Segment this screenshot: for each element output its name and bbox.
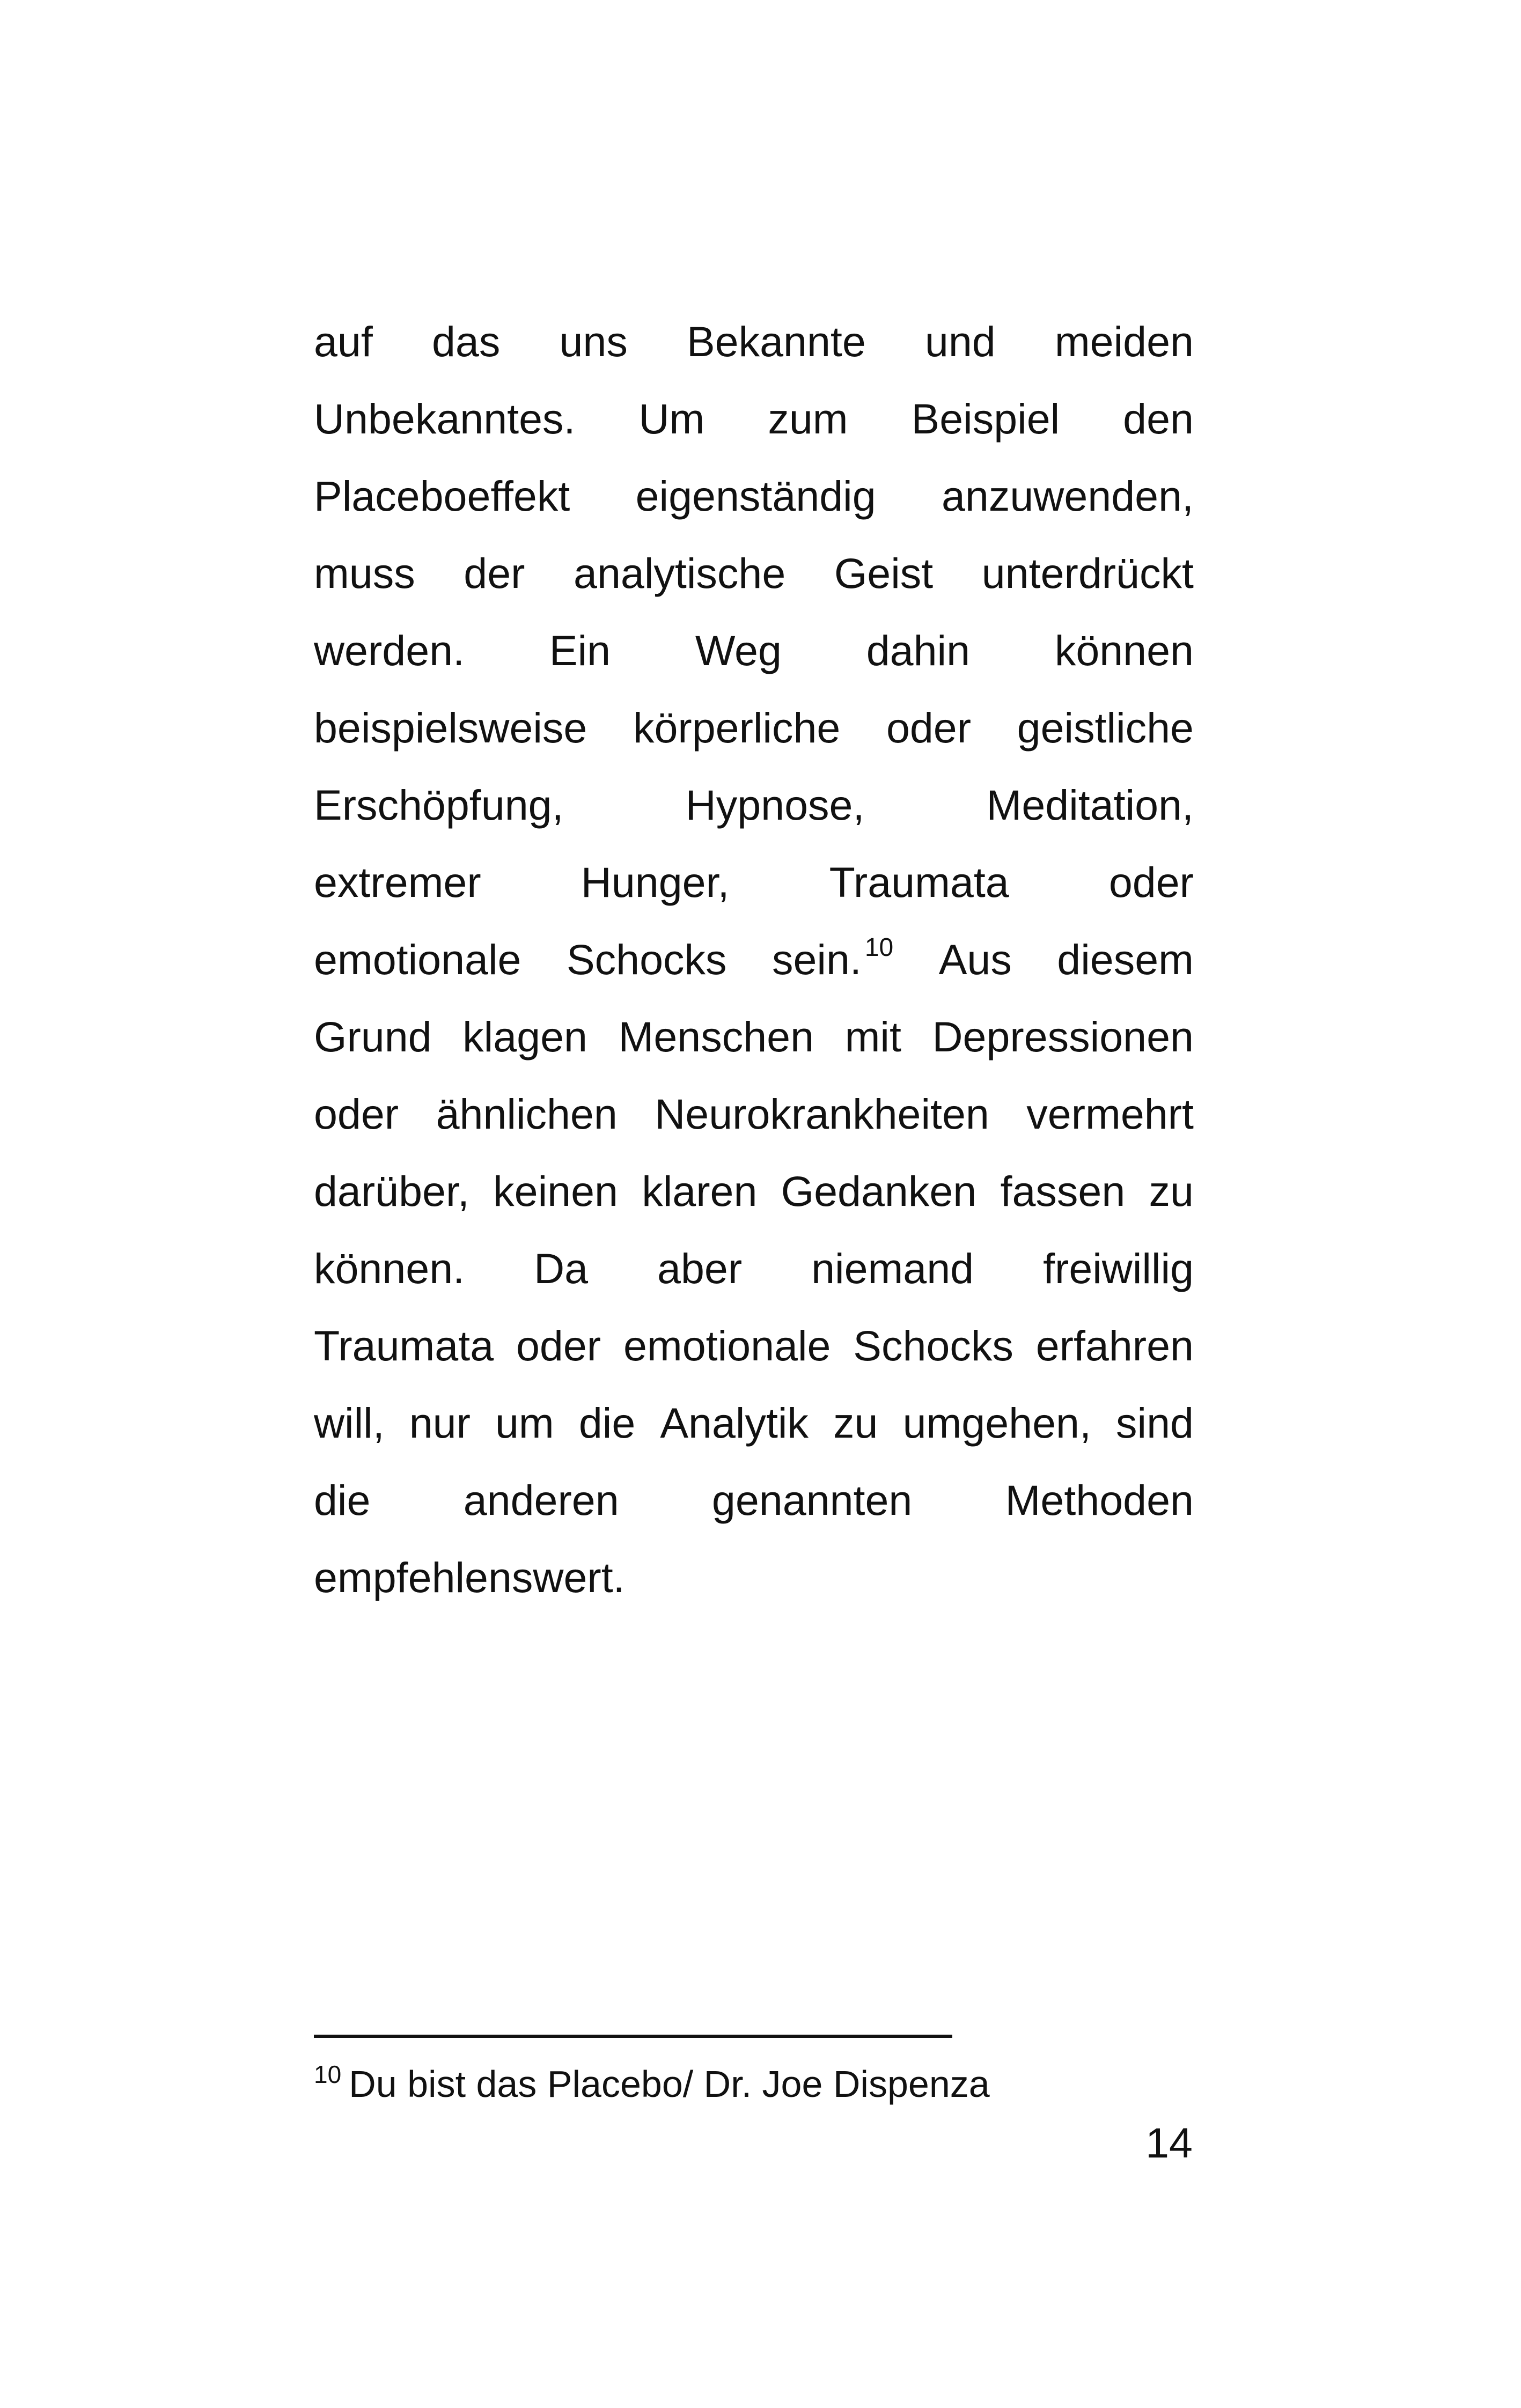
word: meiden bbox=[1054, 318, 1194, 365]
text-line-11 bbox=[314, 1076, 1194, 1153]
footnote bbox=[314, 2060, 990, 2112]
word: sind bbox=[1116, 1399, 1194, 1447]
word: mit bbox=[844, 1013, 901, 1061]
word: erfahren bbox=[1035, 1322, 1194, 1369]
page-number: 14 bbox=[1145, 2119, 1193, 2167]
word: Weg bbox=[695, 627, 782, 674]
word: Neurokrankheiten bbox=[655, 1090, 989, 1138]
footnote-text: Du bist das Placebo/ Dr. Joe Dispenza bbox=[349, 2063, 990, 2105]
word: Methoden bbox=[1005, 1476, 1194, 1524]
word: Aus bbox=[938, 936, 1012, 983]
word: Schocks bbox=[566, 936, 727, 983]
word: klaren bbox=[642, 1167, 758, 1215]
word: vermehrt bbox=[1026, 1090, 1194, 1138]
word: beispielsweise bbox=[314, 704, 587, 752]
word: nur bbox=[409, 1399, 471, 1447]
text-line-3 bbox=[314, 458, 1194, 535]
text-line-8 bbox=[314, 844, 1194, 921]
text-line-2 bbox=[314, 380, 1194, 458]
footnote-divider bbox=[314, 2035, 952, 2038]
text-line-5 bbox=[314, 612, 1194, 689]
word: dahin bbox=[866, 627, 970, 674]
word: freiwillig bbox=[1043, 1244, 1194, 1292]
word: Traumata bbox=[829, 858, 1009, 906]
word: können. bbox=[314, 1244, 465, 1292]
word: Beispiel bbox=[911, 395, 1060, 443]
word: Da bbox=[534, 1244, 589, 1292]
word: niemand bbox=[811, 1244, 974, 1292]
word: anderen bbox=[463, 1476, 619, 1524]
word: körperliche bbox=[633, 704, 841, 752]
word: Analytik bbox=[660, 1399, 809, 1447]
word: auf bbox=[314, 318, 373, 365]
word: oder bbox=[1108, 858, 1194, 906]
word: ähnlichen bbox=[436, 1090, 618, 1138]
word: extremer bbox=[314, 858, 481, 906]
word: oder bbox=[886, 704, 972, 752]
word: das bbox=[431, 318, 501, 365]
text-line-7 bbox=[314, 767, 1194, 844]
word: Geist bbox=[834, 549, 934, 597]
word: Grund bbox=[314, 1013, 432, 1061]
word: klagen bbox=[462, 1013, 587, 1061]
text-line-13 bbox=[314, 1230, 1194, 1307]
text-line-15 bbox=[314, 1385, 1194, 1462]
word: aber bbox=[657, 1244, 743, 1292]
footnote-reference: 10 bbox=[864, 933, 894, 962]
word: analytische bbox=[574, 549, 786, 597]
word: sein. bbox=[771, 936, 862, 983]
word: können bbox=[1054, 627, 1194, 674]
word: oder bbox=[314, 1090, 399, 1138]
word: zu bbox=[833, 1399, 878, 1447]
word: Traumata bbox=[314, 1322, 494, 1369]
word: Meditation, bbox=[986, 781, 1194, 829]
text-line-6 bbox=[314, 689, 1194, 767]
text-line-10 bbox=[314, 998, 1194, 1076]
word: Placeboeffekt bbox=[314, 472, 570, 520]
word: diesem bbox=[1057, 936, 1194, 983]
word: geistliche bbox=[1017, 704, 1194, 752]
word: die bbox=[314, 1476, 371, 1524]
word: und bbox=[924, 318, 996, 365]
word: die bbox=[578, 1399, 636, 1447]
word: darüber, bbox=[314, 1167, 469, 1215]
word: Schocks bbox=[853, 1322, 1013, 1369]
word: Bekannte bbox=[686, 318, 866, 365]
text-line-12 bbox=[314, 1153, 1194, 1230]
word: muss bbox=[314, 549, 415, 597]
footnote-number: 10 bbox=[314, 2060, 342, 2088]
word: fassen bbox=[1000, 1167, 1126, 1215]
word: Depressionen bbox=[932, 1013, 1194, 1061]
word: der bbox=[464, 549, 525, 597]
word: will, bbox=[314, 1399, 385, 1447]
word: eigenständig bbox=[635, 472, 876, 520]
word: umgehen, bbox=[902, 1399, 1091, 1447]
word: Ein bbox=[549, 627, 611, 674]
word: emotionale bbox=[314, 936, 521, 983]
word-with-footnote bbox=[772, 921, 893, 998]
main-paragraph bbox=[314, 303, 1194, 1616]
word: werden. bbox=[314, 627, 465, 674]
word: empfehlenswert. bbox=[314, 1553, 625, 1601]
word: Erschöpfung, bbox=[314, 781, 564, 829]
word: Unbekanntes. bbox=[314, 395, 576, 443]
text-line-4 bbox=[314, 535, 1194, 612]
word: Hypnose, bbox=[685, 781, 865, 829]
word: zu bbox=[1149, 1167, 1194, 1215]
word: Um bbox=[638, 395, 705, 443]
word: Gedanken bbox=[781, 1167, 977, 1215]
text-line-16 bbox=[314, 1462, 1194, 1539]
word: oder bbox=[516, 1322, 601, 1369]
word: anzuwenden, bbox=[941, 472, 1194, 520]
word: Menschen bbox=[618, 1013, 814, 1061]
word: keinen bbox=[493, 1167, 618, 1215]
word: unterdrückt bbox=[981, 549, 1194, 597]
text-line-14 bbox=[314, 1307, 1194, 1385]
word: zum bbox=[768, 395, 848, 443]
text-line-17 bbox=[314, 1539, 1194, 1616]
word: um bbox=[495, 1399, 554, 1447]
text-line-1 bbox=[314, 303, 1194, 380]
word: genannten bbox=[711, 1476, 913, 1524]
word: den bbox=[1123, 395, 1194, 443]
text-line-9 bbox=[314, 921, 1194, 998]
word: emotionale bbox=[623, 1322, 831, 1369]
word: uns bbox=[559, 318, 628, 365]
word: Hunger, bbox=[581, 858, 730, 906]
